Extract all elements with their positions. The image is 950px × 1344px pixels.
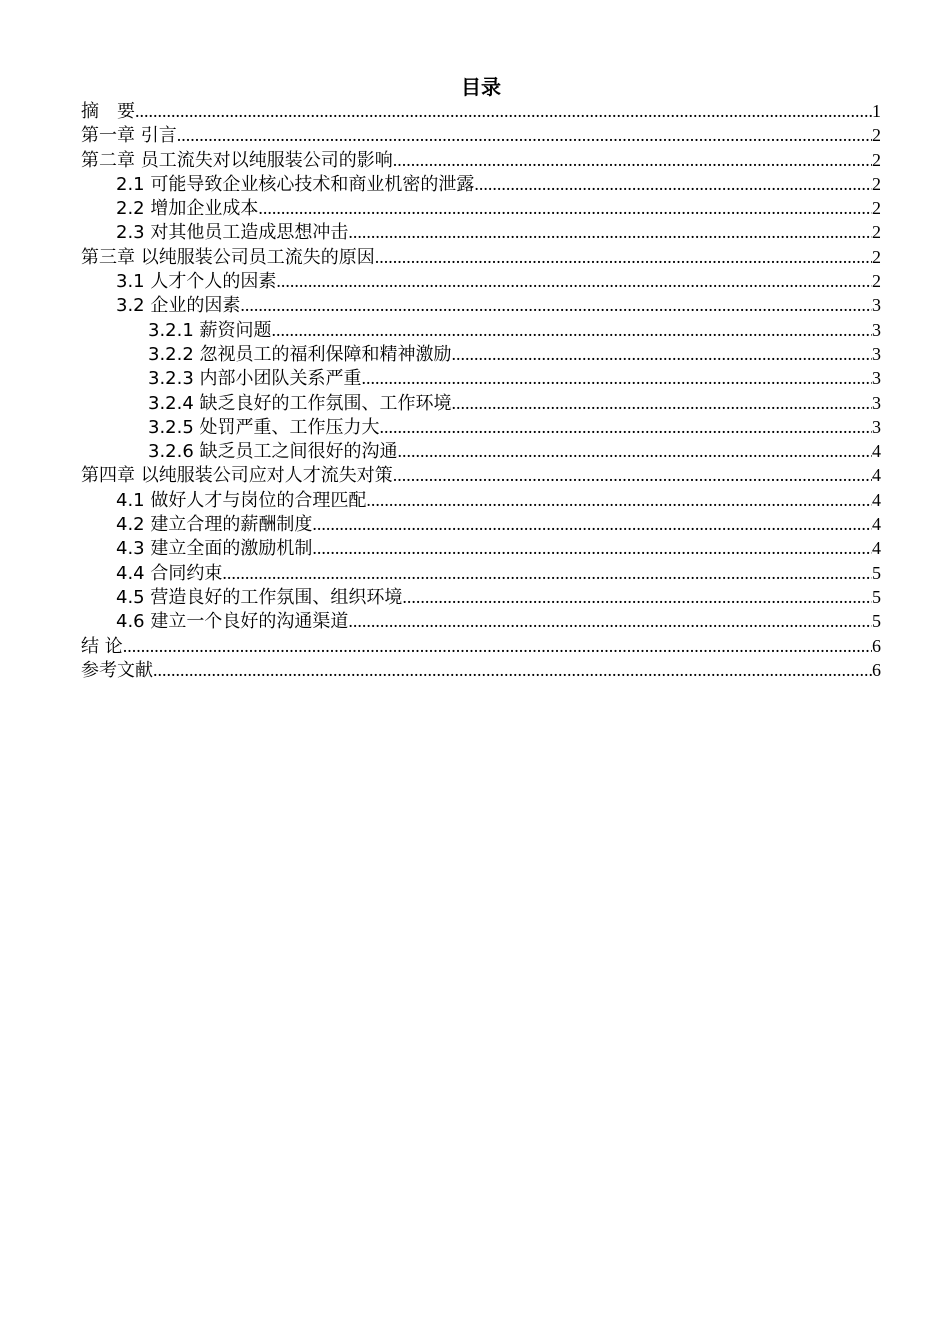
toc-dot-leader <box>240 293 872 317</box>
toc-entry-label: 3.2.4 缺乏良好的工作氛围、工作环境 <box>148 392 452 414</box>
toc-entry-label: 4.2 建立合理的薪酬制度 <box>116 514 313 536</box>
toc-dot-leader <box>393 148 872 172</box>
toc-dot-leader <box>272 318 872 342</box>
toc-entry-page-number: 6 <box>872 659 881 680</box>
toc-entry[interactable] <box>81 293 881 317</box>
toc-entry[interactable] <box>81 172 881 196</box>
toc-dot-leader <box>348 220 872 244</box>
toc-entry-page-number: 3 <box>872 295 881 316</box>
toc-entry[interactable] <box>81 658 881 682</box>
toc-entry[interactable] <box>81 512 881 536</box>
toc-dot-leader <box>452 342 872 366</box>
toc-entry-label: 第四章 以纯服装公司应对人才流失对策 <box>81 465 393 487</box>
toc-entry[interactable] <box>81 463 881 487</box>
toc-dot-leader <box>380 415 872 439</box>
toc-entry[interactable] <box>81 536 881 560</box>
toc-dot-leader <box>474 172 872 196</box>
toc-entry-page-number: 2 <box>872 271 881 292</box>
toc-entry-label: 4.4 合同约束 <box>116 562 223 584</box>
toc-entry-page-number: 4 <box>872 465 881 486</box>
toc-entry-page-number: 4 <box>872 489 881 510</box>
toc-entry-label: 3.2.5 处罚严重、工作压力大 <box>148 416 380 438</box>
toc-dot-leader <box>398 439 872 463</box>
toc-dot-leader <box>177 123 872 147</box>
toc-entry-label: 摘 要 <box>81 101 135 122</box>
toc-entry[interactable] <box>81 585 881 609</box>
toc-entry-page-number: 4 <box>872 441 881 462</box>
toc-dot-leader <box>135 99 872 123</box>
toc-dot-leader <box>258 196 872 220</box>
toc-entry-label: 3.2.1 薪资问题 <box>148 319 272 341</box>
toc-entry-label: 3.2.3 内部小团队关系严重 <box>148 368 362 390</box>
toc-entry-label: 参考文献 <box>81 659 153 681</box>
toc-entry[interactable] <box>81 634 881 658</box>
toc-entry-page-number: 3 <box>872 319 881 340</box>
toc-entry-label: 2.1 可能导致企业核心技术和商业机密的泄露 <box>116 173 475 195</box>
toc-title: 目录 <box>461 75 501 99</box>
toc-entry[interactable] <box>81 342 881 366</box>
toc-dot-leader <box>312 512 872 536</box>
toc-entry-label: 4.1 做好人才与岗位的合理匹配 <box>116 489 367 511</box>
toc-dot-leader <box>153 658 872 682</box>
toc-entry-label: 4.6 建立一个良好的沟通渠道 <box>116 611 349 633</box>
toc-entry-label: 3.2.2 忽视员工的福利保障和精神激励 <box>148 343 452 365</box>
toc-entry[interactable] <box>81 415 881 439</box>
toc-entry-label: 第二章 员工流失对以纯服装公司的影响 <box>81 149 393 171</box>
toc-entry-label: 结 论 <box>81 635 123 657</box>
toc-entry-page-number: 2 <box>872 149 881 170</box>
toc-entry[interactable] <box>81 148 881 172</box>
toc-entry-page-number: 2 <box>872 173 881 194</box>
toc-entry-label: 3.2.6 缺乏员工之间很好的沟通 <box>148 441 398 463</box>
toc-entry[interactable] <box>81 123 881 147</box>
toc-dot-leader <box>366 488 872 512</box>
toc-dot-leader <box>222 561 872 585</box>
toc-entry-label: 4.3 建立全面的激励机制 <box>116 538 313 560</box>
toc-entry-page-number: 2 <box>872 125 881 146</box>
toc-entry[interactable] <box>81 245 881 269</box>
toc-entry-page-number: 2 <box>872 222 881 243</box>
toc-entry-page-number: 4 <box>872 538 881 559</box>
toc-dot-leader <box>402 585 872 609</box>
toc-entry[interactable] <box>81 561 881 585</box>
toc-entry-label: 3.2 企业的因素 <box>116 295 241 317</box>
toc-entry-page-number: 5 <box>872 562 881 583</box>
toc-dot-leader <box>276 269 872 293</box>
toc-entry-page-number: 5 <box>872 611 881 632</box>
toc-entry[interactable] <box>81 488 881 512</box>
toc-entry-page-number: 3 <box>872 392 881 413</box>
toc-entry-page-number: 1 <box>872 101 881 121</box>
toc-entry-page-number: 2 <box>872 198 881 219</box>
toc-entry[interactable] <box>81 439 881 463</box>
toc-entry[interactable] <box>81 366 881 390</box>
toc-dot-leader <box>123 634 872 658</box>
table-of-contents <box>81 99 881 682</box>
toc-entry-label: 第三章 以纯服装公司员工流失的原因 <box>81 246 375 268</box>
toc-entry-page-number: 2 <box>872 246 881 267</box>
toc-dot-leader <box>312 536 872 560</box>
toc-dot-leader <box>362 366 872 390</box>
toc-entry[interactable] <box>81 609 881 633</box>
toc-entry[interactable] <box>81 99 881 123</box>
toc-entry[interactable] <box>81 318 881 342</box>
toc-dot-leader <box>348 609 872 633</box>
toc-entry-page-number: 5 <box>872 586 881 607</box>
toc-entry-label: 第一章 引言 <box>81 125 177 147</box>
toc-dot-leader <box>375 245 872 269</box>
toc-entry[interactable] <box>81 220 881 244</box>
toc-entry-label: 2.3 对其他员工造成思想冲击 <box>116 222 349 244</box>
toc-entry-page-number: 6 <box>872 635 881 656</box>
toc-entry[interactable] <box>81 196 881 220</box>
toc-entry-page-number: 3 <box>872 343 881 364</box>
toc-entry-label: 4.5 营造良好的工作氛围、组织环境 <box>116 586 403 608</box>
toc-entry[interactable] <box>81 269 881 293</box>
toc-entry[interactable] <box>81 391 881 415</box>
toc-entry-page-number: 4 <box>872 514 881 535</box>
toc-entry-label: 2.2 增加企业成本 <box>116 198 259 220</box>
toc-entry-label: 3.1 人才个人的因素 <box>116 271 277 293</box>
toc-entry-page-number: 3 <box>872 416 881 437</box>
toc-dot-leader <box>393 463 872 487</box>
toc-entry-page-number: 3 <box>872 368 881 389</box>
toc-dot-leader <box>452 391 872 415</box>
